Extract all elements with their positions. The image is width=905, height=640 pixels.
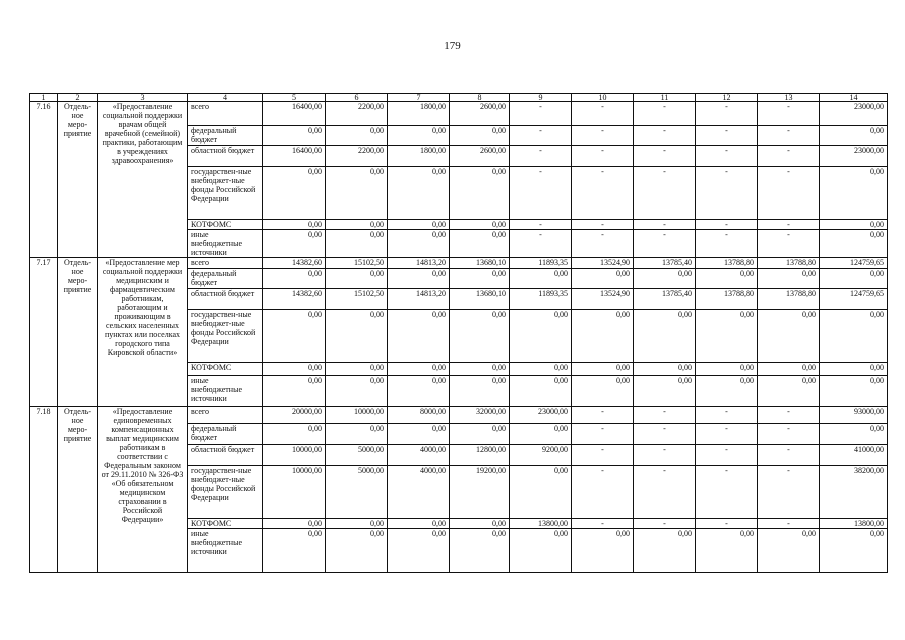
- value-cell: 11893,35: [510, 289, 572, 310]
- column-header-4: 4: [188, 94, 263, 102]
- value-cell: 4000,00: [388, 466, 450, 519]
- value-cell: -: [634, 466, 696, 519]
- column-header-7: 7: [388, 94, 450, 102]
- value-cell: -: [758, 519, 820, 529]
- measure-kind: Отдель-ное меро-приятие: [58, 258, 98, 407]
- funding-source: областной бюджет: [188, 445, 263, 466]
- funding-source: КОТФОМС: [188, 519, 263, 529]
- value-cell: 0,00: [634, 529, 696, 573]
- value-cell: 0,00: [263, 424, 326, 445]
- value-cell: 0,00: [326, 519, 388, 529]
- value-cell: 0,00: [510, 424, 572, 445]
- funding-source: всего: [188, 102, 263, 126]
- value-cell: 0,00: [510, 529, 572, 573]
- value-cell: 0,00: [758, 310, 820, 363]
- value-cell: -: [696, 424, 758, 445]
- total-cell: 0,00: [820, 363, 888, 376]
- value-cell: 13524,90: [572, 258, 634, 269]
- value-cell: 0,00: [450, 310, 510, 363]
- measure-code: 7.17: [30, 258, 58, 407]
- value-cell: 0,00: [450, 519, 510, 529]
- value-cell: -: [572, 146, 634, 167]
- value-cell: -: [696, 146, 758, 167]
- value-cell: 32000,00: [450, 407, 510, 424]
- value-cell: -: [758, 424, 820, 445]
- value-cell: 0,00: [388, 529, 450, 573]
- value-cell: 13524,90: [572, 289, 634, 310]
- value-cell: 0,00: [572, 376, 634, 407]
- value-cell: 0,00: [510, 363, 572, 376]
- value-cell: 0,00: [326, 363, 388, 376]
- measure-kind: Отдель-ное меро-приятие: [58, 407, 98, 573]
- total-cell: 13800,00: [820, 519, 888, 529]
- value-cell: 0,00: [696, 529, 758, 573]
- table-row: [30, 407, 888, 424]
- value-cell: 0,00: [758, 269, 820, 289]
- value-cell: 2200,00: [326, 146, 388, 167]
- total-cell: 0,00: [820, 376, 888, 407]
- program-table: [29, 93, 888, 573]
- value-cell: 0,00: [388, 269, 450, 289]
- total-cell: 41000,00: [820, 445, 888, 466]
- value-cell: -: [758, 126, 820, 146]
- value-cell: -: [510, 126, 572, 146]
- value-cell: -: [758, 407, 820, 424]
- value-cell: 1800,00: [388, 146, 450, 167]
- total-cell: 0,00: [820, 529, 888, 573]
- value-cell: -: [572, 167, 634, 220]
- measure-name: «Предоставление единовременных компенсационных выплат медицинским работникам в соответствии с Федеральным законом от 29.11.2010 № 326-ФЗ «Об обязательном медицинском страховании в Российской Федерации»: [98, 407, 188, 573]
- value-cell: 15102,50: [326, 258, 388, 269]
- value-cell: 0,00: [326, 529, 388, 573]
- value-cell: 13785,40: [634, 289, 696, 310]
- column-header-2: 2: [58, 94, 98, 102]
- value-cell: 0,00: [510, 269, 572, 289]
- total-cell: 124759,65: [820, 258, 888, 269]
- column-header-3: 3: [98, 94, 188, 102]
- measure-name: «Предоставление мер социальной поддержки медицинским и фармацевтическим работникам, работающим и проживающим в сельских населенных пунктах или поселках городского типа Кировской области»: [98, 258, 188, 407]
- value-cell: 0,00: [326, 167, 388, 220]
- funding-source: федеральный бюджет: [188, 269, 263, 289]
- value-cell: -: [758, 167, 820, 220]
- value-cell: 1800,00: [388, 102, 450, 126]
- value-cell: 0,00: [450, 376, 510, 407]
- value-cell: 0,00: [326, 126, 388, 146]
- value-cell: 0,00: [634, 363, 696, 376]
- value-cell: 0,00: [572, 529, 634, 573]
- funding-source: иные внебюджетные источники: [188, 230, 263, 258]
- value-cell: 20000,00: [263, 407, 326, 424]
- value-cell: 0,00: [326, 230, 388, 258]
- value-cell: -: [634, 519, 696, 529]
- value-cell: 0,00: [510, 466, 572, 519]
- value-cell: -: [696, 466, 758, 519]
- value-cell: 0,00: [758, 376, 820, 407]
- value-cell: 4000,00: [388, 445, 450, 466]
- value-cell: 2600,00: [450, 146, 510, 167]
- value-cell: -: [510, 102, 572, 126]
- column-number-row: [30, 94, 888, 102]
- value-cell: 0,00: [326, 424, 388, 445]
- total-cell: 23000,00: [820, 102, 888, 126]
- value-cell: 10000,00: [263, 445, 326, 466]
- value-cell: 0,00: [450, 220, 510, 230]
- value-cell: 0,00: [450, 269, 510, 289]
- column-header-13: 13: [758, 94, 820, 102]
- total-cell: 124759,65: [820, 289, 888, 310]
- value-cell: 13680,10: [450, 258, 510, 269]
- value-cell: 15102,50: [326, 289, 388, 310]
- value-cell: 0,00: [263, 126, 326, 146]
- value-cell: 14813,20: [388, 258, 450, 269]
- value-cell: 2200,00: [326, 102, 388, 126]
- value-cell: 0,00: [572, 310, 634, 363]
- value-cell: 19200,00: [450, 466, 510, 519]
- measure-code: 7.16: [30, 102, 58, 258]
- value-cell: 0,00: [388, 167, 450, 220]
- total-cell: 38200,00: [820, 466, 888, 519]
- value-cell: 0,00: [634, 269, 696, 289]
- value-cell: 0,00: [263, 269, 326, 289]
- funding-source: КОТФОМС: [188, 220, 263, 230]
- value-cell: -: [696, 519, 758, 529]
- value-cell: -: [758, 146, 820, 167]
- value-cell: -: [510, 146, 572, 167]
- value-cell: 14382,60: [263, 258, 326, 269]
- value-cell: -: [572, 230, 634, 258]
- funding-source: федеральный бюджет: [188, 424, 263, 445]
- table-row: [30, 258, 888, 269]
- value-cell: 0,00: [696, 376, 758, 407]
- value-cell: -: [696, 407, 758, 424]
- funding-source: областной бюджет: [188, 146, 263, 167]
- funding-source: государствен-ные внебюджет-ные фонды Российской Федерации: [188, 310, 263, 363]
- value-cell: 0,00: [388, 519, 450, 529]
- value-cell: -: [696, 230, 758, 258]
- value-cell: 0,00: [696, 269, 758, 289]
- value-cell: 0,00: [263, 310, 326, 363]
- value-cell: -: [758, 102, 820, 126]
- value-cell: 0,00: [388, 230, 450, 258]
- total-cell: 0,00: [820, 230, 888, 258]
- value-cell: 0,00: [450, 167, 510, 220]
- value-cell: -: [696, 126, 758, 146]
- value-cell: -: [758, 230, 820, 258]
- value-cell: 0,00: [758, 529, 820, 573]
- value-cell: 0,00: [388, 220, 450, 230]
- value-cell: 11893,35: [510, 258, 572, 269]
- value-cell: -: [572, 102, 634, 126]
- value-cell: -: [510, 230, 572, 258]
- value-cell: 5000,00: [326, 466, 388, 519]
- value-cell: -: [634, 220, 696, 230]
- funding-source: всего: [188, 407, 263, 424]
- value-cell: -: [758, 220, 820, 230]
- value-cell: -: [572, 407, 634, 424]
- value-cell: 8000,00: [388, 407, 450, 424]
- total-cell: 0,00: [820, 167, 888, 220]
- value-cell: 13800,00: [510, 519, 572, 529]
- column-header-8: 8: [450, 94, 510, 102]
- value-cell: -: [572, 519, 634, 529]
- value-cell: 0,00: [263, 363, 326, 376]
- value-cell: -: [696, 102, 758, 126]
- column-header-14: 14: [820, 94, 888, 102]
- value-cell: 0,00: [388, 424, 450, 445]
- value-cell: 9200,00: [510, 445, 572, 466]
- value-cell: -: [572, 220, 634, 230]
- value-cell: 16400,00: [263, 146, 326, 167]
- column-header-9: 9: [510, 94, 572, 102]
- value-cell: 13788,80: [758, 289, 820, 310]
- value-cell: -: [572, 424, 634, 445]
- value-cell: 13788,80: [758, 258, 820, 269]
- value-cell: 10000,00: [263, 466, 326, 519]
- value-cell: 0,00: [263, 220, 326, 230]
- value-cell: 0,00: [388, 310, 450, 363]
- total-cell: 0,00: [820, 220, 888, 230]
- funding-source: иные внебюджетные источники: [188, 529, 263, 573]
- measure-kind: Отдель-ное меро-приятие: [58, 102, 98, 258]
- value-cell: -: [572, 126, 634, 146]
- value-cell: 0,00: [450, 529, 510, 573]
- value-cell: 13788,80: [696, 289, 758, 310]
- value-cell: 0,00: [263, 376, 326, 407]
- funding-source: государствен-ные внебюджет-ные фонды Российской Федерации: [188, 167, 263, 220]
- total-cell: 0,00: [820, 269, 888, 289]
- value-cell: 0,00: [696, 310, 758, 363]
- funding-source: КОТФОМС: [188, 363, 263, 376]
- funding-source: всего: [188, 258, 263, 269]
- value-cell: -: [634, 102, 696, 126]
- value-cell: -: [510, 167, 572, 220]
- value-cell: 0,00: [572, 363, 634, 376]
- value-cell: 0,00: [450, 230, 510, 258]
- value-cell: -: [696, 167, 758, 220]
- funding-source: федеральный бюджет: [188, 126, 263, 146]
- column-header-5: 5: [263, 94, 326, 102]
- column-header-12: 12: [696, 94, 758, 102]
- value-cell: 12800,00: [450, 445, 510, 466]
- value-cell: -: [634, 445, 696, 466]
- value-cell: -: [696, 220, 758, 230]
- value-cell: 14382,60: [263, 289, 326, 310]
- value-cell: 10000,00: [326, 407, 388, 424]
- value-cell: -: [572, 445, 634, 466]
- value-cell: 0,00: [326, 376, 388, 407]
- value-cell: 0,00: [450, 363, 510, 376]
- value-cell: 0,00: [388, 376, 450, 407]
- value-cell: 0,00: [572, 269, 634, 289]
- value-cell: 5000,00: [326, 445, 388, 466]
- value-cell: 0,00: [510, 376, 572, 407]
- value-cell: 0,00: [758, 363, 820, 376]
- value-cell: 0,00: [696, 363, 758, 376]
- value-cell: -: [634, 424, 696, 445]
- value-cell: 0,00: [388, 363, 450, 376]
- column-header-11: 11: [634, 94, 696, 102]
- value-cell: 0,00: [634, 376, 696, 407]
- value-cell: -: [510, 220, 572, 230]
- funding-source: областной бюджет: [188, 289, 263, 310]
- page-number: 179: [444, 40, 461, 52]
- column-header-1: 1: [30, 94, 58, 102]
- value-cell: 0,00: [450, 424, 510, 445]
- value-cell: 13788,80: [696, 258, 758, 269]
- value-cell: -: [696, 445, 758, 466]
- funding-source: государствен-ные внебюджет-ные фонды Российской Федерации: [188, 466, 263, 519]
- value-cell: 0,00: [510, 310, 572, 363]
- value-cell: -: [758, 445, 820, 466]
- value-cell: 0,00: [326, 269, 388, 289]
- value-cell: 0,00: [263, 167, 326, 220]
- value-cell: -: [758, 466, 820, 519]
- column-header-6: 6: [326, 94, 388, 102]
- total-cell: 23000,00: [820, 146, 888, 167]
- value-cell: 13785,40: [634, 258, 696, 269]
- value-cell: 0,00: [326, 310, 388, 363]
- value-cell: -: [634, 407, 696, 424]
- value-cell: 2600,00: [450, 102, 510, 126]
- value-cell: -: [572, 466, 634, 519]
- value-cell: -: [634, 167, 696, 220]
- value-cell: 16400,00: [263, 102, 326, 126]
- total-cell: 93000,00: [820, 407, 888, 424]
- value-cell: 0,00: [263, 529, 326, 573]
- value-cell: 0,00: [263, 519, 326, 529]
- value-cell: 0,00: [634, 310, 696, 363]
- value-cell: 0,00: [450, 126, 510, 146]
- table-row: [30, 102, 888, 126]
- value-cell: 0,00: [263, 230, 326, 258]
- value-cell: 13680,10: [450, 289, 510, 310]
- value-cell: 23000,00: [510, 407, 572, 424]
- value-cell: -: [634, 146, 696, 167]
- value-cell: -: [634, 126, 696, 146]
- value-cell: 0,00: [388, 126, 450, 146]
- measure-code: 7.18: [30, 407, 58, 573]
- value-cell: 0,00: [326, 220, 388, 230]
- total-cell: 0,00: [820, 126, 888, 146]
- measure-name: «Предоставление социальной поддержки врачам общей врачебной (семейной) практики, работающим в учреждениях здравоохранения»: [98, 102, 188, 258]
- column-header-10: 10: [572, 94, 634, 102]
- value-cell: 14813,20: [388, 289, 450, 310]
- total-cell: 0,00: [820, 424, 888, 445]
- total-cell: 0,00: [820, 310, 888, 363]
- value-cell: -: [634, 230, 696, 258]
- funding-source: иные внебюджетные источники: [188, 376, 263, 407]
